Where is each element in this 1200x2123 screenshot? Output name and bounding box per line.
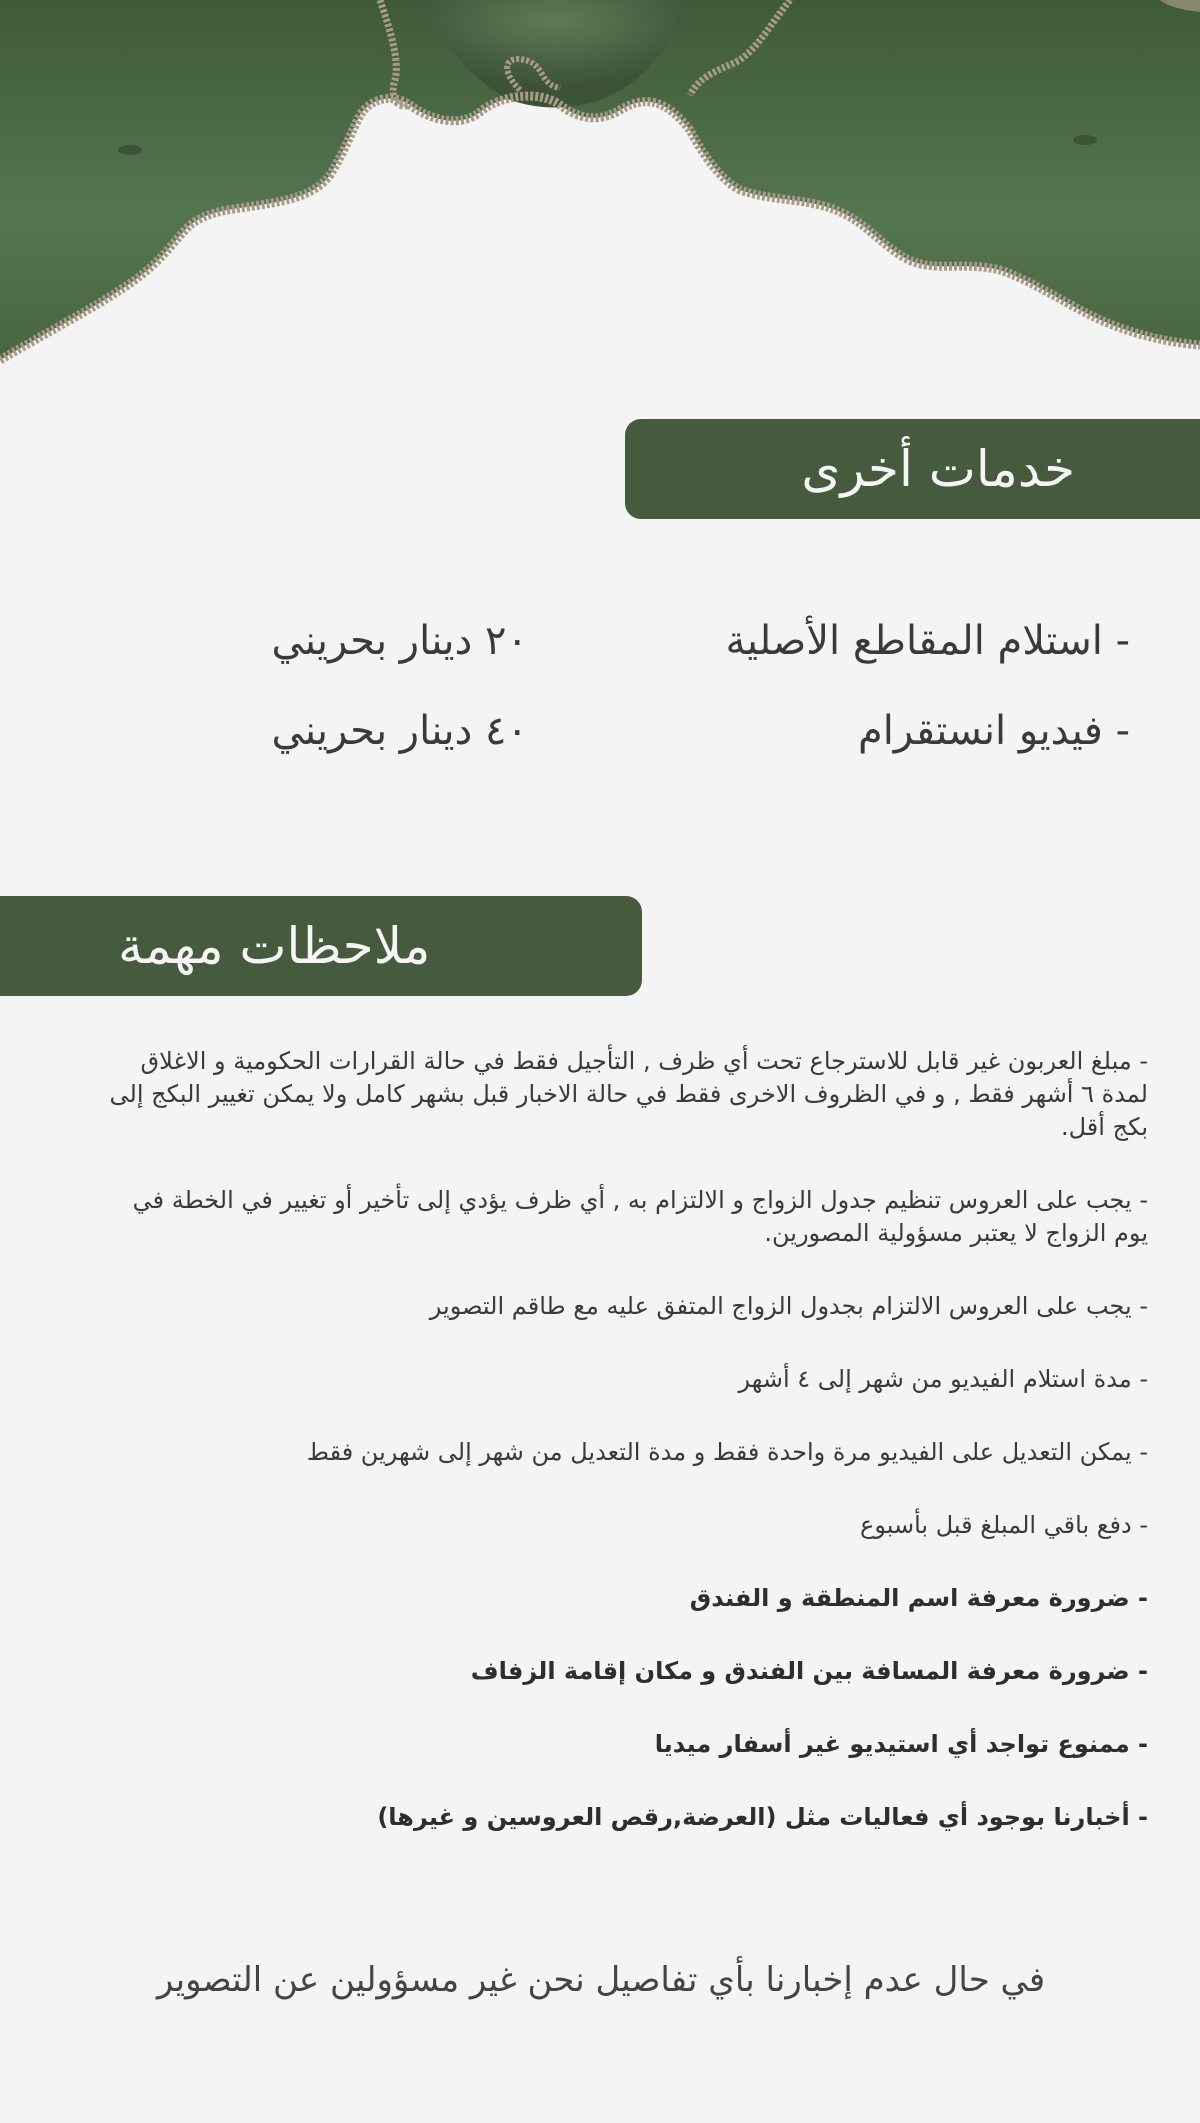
service-name: - فيديو انستقرام — [857, 708, 1130, 754]
service-price: ٤٠ دينار بحريني — [271, 708, 528, 754]
note-item: - يمكن التعديل على الفيديو مرة واحدة فقط و مدة التعديل من شهر إلى شهرين فقط — [306, 1438, 1148, 1466]
important-notes-banner — [0, 896, 642, 996]
note-item: - أخبارنا بوجود أي فعاليات مثل (العرضة,رقص العروسين و غيرها) — [377, 1803, 1148, 1831]
note-item: - يجب على العروس الالتزام بجدول الزواج المتفق عليه مع طاقم التصوير — [429, 1292, 1148, 1320]
footer-disclaimer: في حال عدم إخبارنا بأي تفاصيل نحن غير مسؤولين عن التصوير — [156, 1960, 1046, 2000]
note-item: - يجب على العروس تنظيم جدول الزواج و الالتزام به , أي ظرف يؤدي إلى تأخير أو تغيير في الخطة في يوم الزواج لا يعتبر مسؤولية المصورين. — [132, 1186, 1148, 1247]
service-price: ٢٠ دينار بحريني — [271, 618, 528, 664]
notes-list — [100, 1045, 1148, 1874]
other-services-banner — [625, 419, 1200, 519]
other-services-title: خدمات أخرى — [801, 440, 1075, 498]
service-name: - استلام المقاطع الأصلية — [725, 618, 1130, 664]
note-item: - مبلغ العربون غير قابل للاسترجاع تحت أي ظرف , التأجيل فقط في حالة القرارات الحكومية و الاغلاق لمدة ٦ أشهر فقط , و في الظروف الاخرى فقط في حالة الاخبار قبل بشهر كامل ولا يمكن تغيير البكج إلى بكج أقل. — [109, 1047, 1148, 1141]
important-notes-title: ملاحظات مهمة — [118, 917, 431, 975]
note-item: - ممنوع تواجد أي استيديو غير أسفار ميديا — [654, 1730, 1148, 1758]
note-item: - دفع باقي المبلغ قبل بأسبوع — [860, 1511, 1148, 1539]
note-item: - مدة استلام الفيديو من شهر إلى ٤ أشهر — [738, 1365, 1148, 1393]
note-item: - ضرورة معرفة اسم المنطقة و الفندق — [689, 1584, 1148, 1612]
decorative-header-art — [0, 0, 1200, 380]
note-item: - ضرورة معرفة المسافة بين الفندق و مكان إقامة الزفاف — [470, 1657, 1148, 1685]
